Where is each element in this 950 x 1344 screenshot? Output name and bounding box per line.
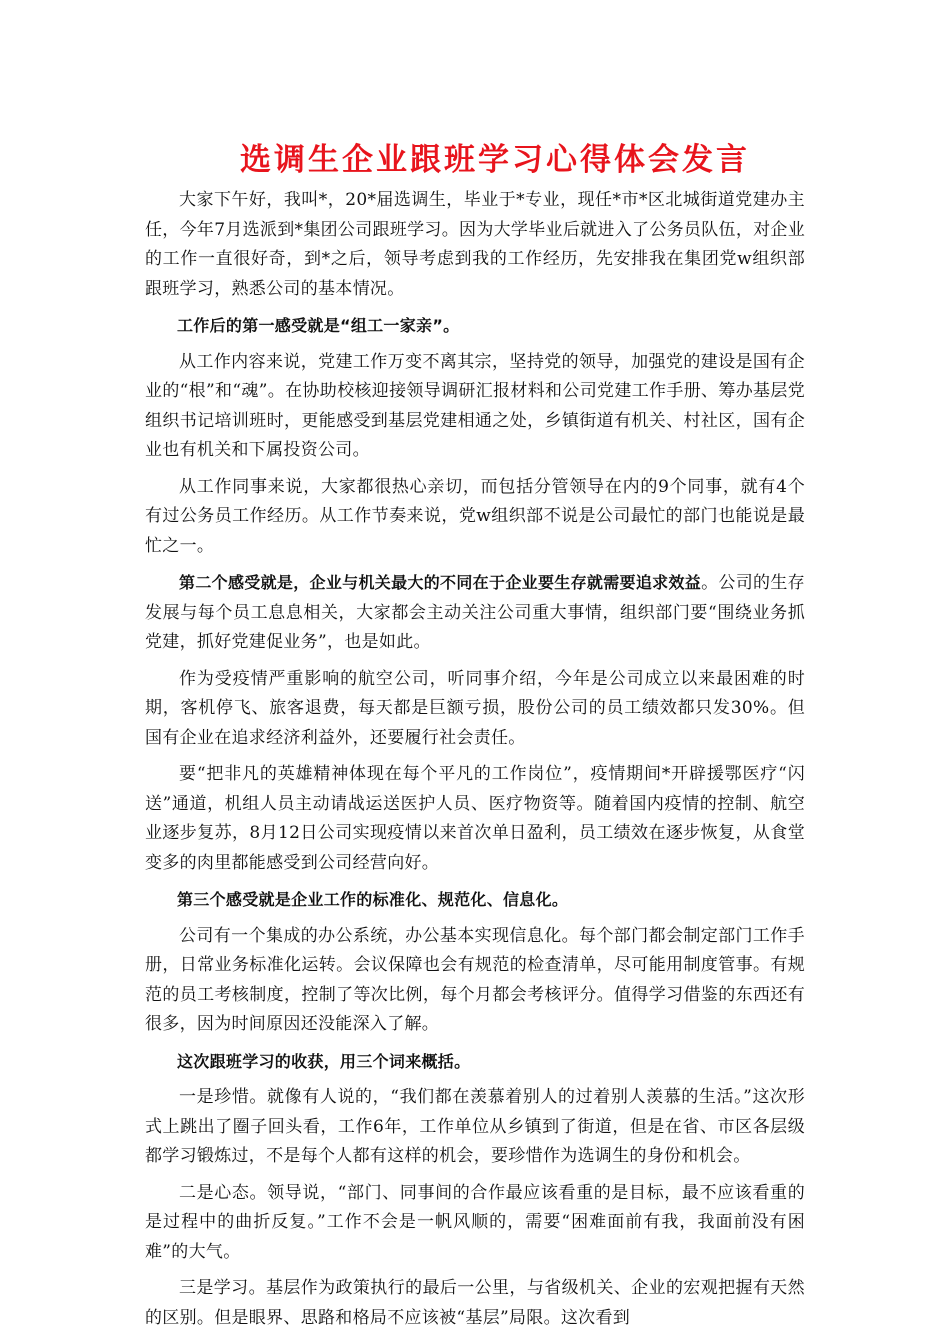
section-heading-gains: 这次跟班学习的收获，用三个词来概括。 bbox=[177, 1051, 471, 1071]
paragraph-cherish: 一是珍惜。就像有人说的，“我们都在羡慕着别人的过着别人羡慕的生活。”这次形式上跳出了圈子回头看，工作6年，工作单位从乡镇到了街道，但是在省、市区各层级都学习锻炼过，不是每个人都有这样的机会，要珍惜作为选调生的身份和机会。 bbox=[145, 1087, 805, 1166]
paragraph-office-system: 公司有一个集成的办公系统，办公基本实现信息化。每个部门都会制定部门工作手册，日常业务标准化运转。会议保障也会有规范的检查清单，尽可能用制度管事。有规范的员工考核制度，控制了等次比例，每个月都会考核评分。值得学习借鉴的东西还有很多，因为时间原因还没能深入了解。 bbox=[145, 925, 805, 1034]
paragraph-heroic-spirit: 要“把非凡的英雄精神体现在每个平凡的工作岗位”，疫情期间*开辟援鄂医疗“闪送”通道，机组人员主动请战运送医护人员、医疗物资等。随着国内疫情的控制、航空业逐步复苏，8月12日公司实现疫情以来首次单日盈利，员工绩效在逐步恢复，从食堂变多的肉里都能感受到公司经营向好。 bbox=[145, 764, 805, 873]
document-page bbox=[145, 138, 805, 1340]
second-feeling-bold-lead: 第二个感受就是，企业与机关最大的不同在于企业要生存就需要追求效益 bbox=[179, 573, 702, 592]
section-heading-first-feeling: 工作后的第一感受就是“组工一家亲”。 bbox=[177, 316, 460, 335]
paragraph-learning: 三是学习。基层作为政策执行的最后一公里，与省级机关、企业的宏观把握有天然的区别。但是眼界、思路和格局不应该被“基层”局限。这次看到 bbox=[145, 1278, 805, 1328]
paragraph-airline-difficulty: 作为受疫情严重影响的航空公司，听同事介绍，今年是公司成立以来最困难的时期，客机停飞、旅客退费，每天都是巨额亏损，股份公司的员工绩效都只发30%。但国有企业在追求经济利益外，还要履行社会责任。 bbox=[145, 668, 805, 748]
section-heading-third-feeling: 第三个感受就是企业工作的标准化、规范化、信息化。 bbox=[177, 890, 569, 909]
paragraph-intro: 大家下午好，我叫*，20*届选调生，毕业于*专业，现任*市*区北城街道党建办主任，今年7月选派到*集团公司跟班学习。因为大学毕业后就进入了公务员队伍，对企业的工作一直很好奇，到*之后，领导考虑到我的工作经历，先安排我在集团党w组织部跟班学习，熟悉公司的基本情况。 bbox=[145, 190, 806, 299]
paragraph-colleagues: 从工作同事来说，大家都很热心亲切，而包括分管领导在内的9个同事，就有4个有过公务员工作经历。从工作节奏来说，党w组织部不说是公司最忙的部门也能说是最忙之一。 bbox=[145, 476, 805, 556]
paragraph-work-content: 从工作内容来说，党建工作万变不离其宗，坚持党的领导，加强党的建设是国有企业的“根”和“魂”。在协助校核迎接领导调研汇报材料和公司党建工作手册、筹办基层党组织书记培训班时，更能感受到基层党建相通之处，乡镇街道有机关、村社区，国有企业也有机关和下属投资公司。 bbox=[145, 351, 805, 460]
paragraph-mindset: 二是心态。领导说，“部门、同事间的合作最应该看重的是目标，最不应该看重的是过程中的曲折反复。”工作不会是一帆风顺的，需要“困难面前有我，我面前没有困难”的大气。 bbox=[145, 1182, 805, 1262]
second-feeling-text: 。公司的生存发展与每个员工息息相关，大家都会主动关注公司重大事情，组织部门要“围绕业务抓党建，抓好党建促业务”，也是如此。 bbox=[145, 573, 805, 652]
paragraph-second-feeling bbox=[145, 568, 805, 658]
document-title: 选调生企业跟班学习心得体会发言 bbox=[240, 142, 750, 178]
